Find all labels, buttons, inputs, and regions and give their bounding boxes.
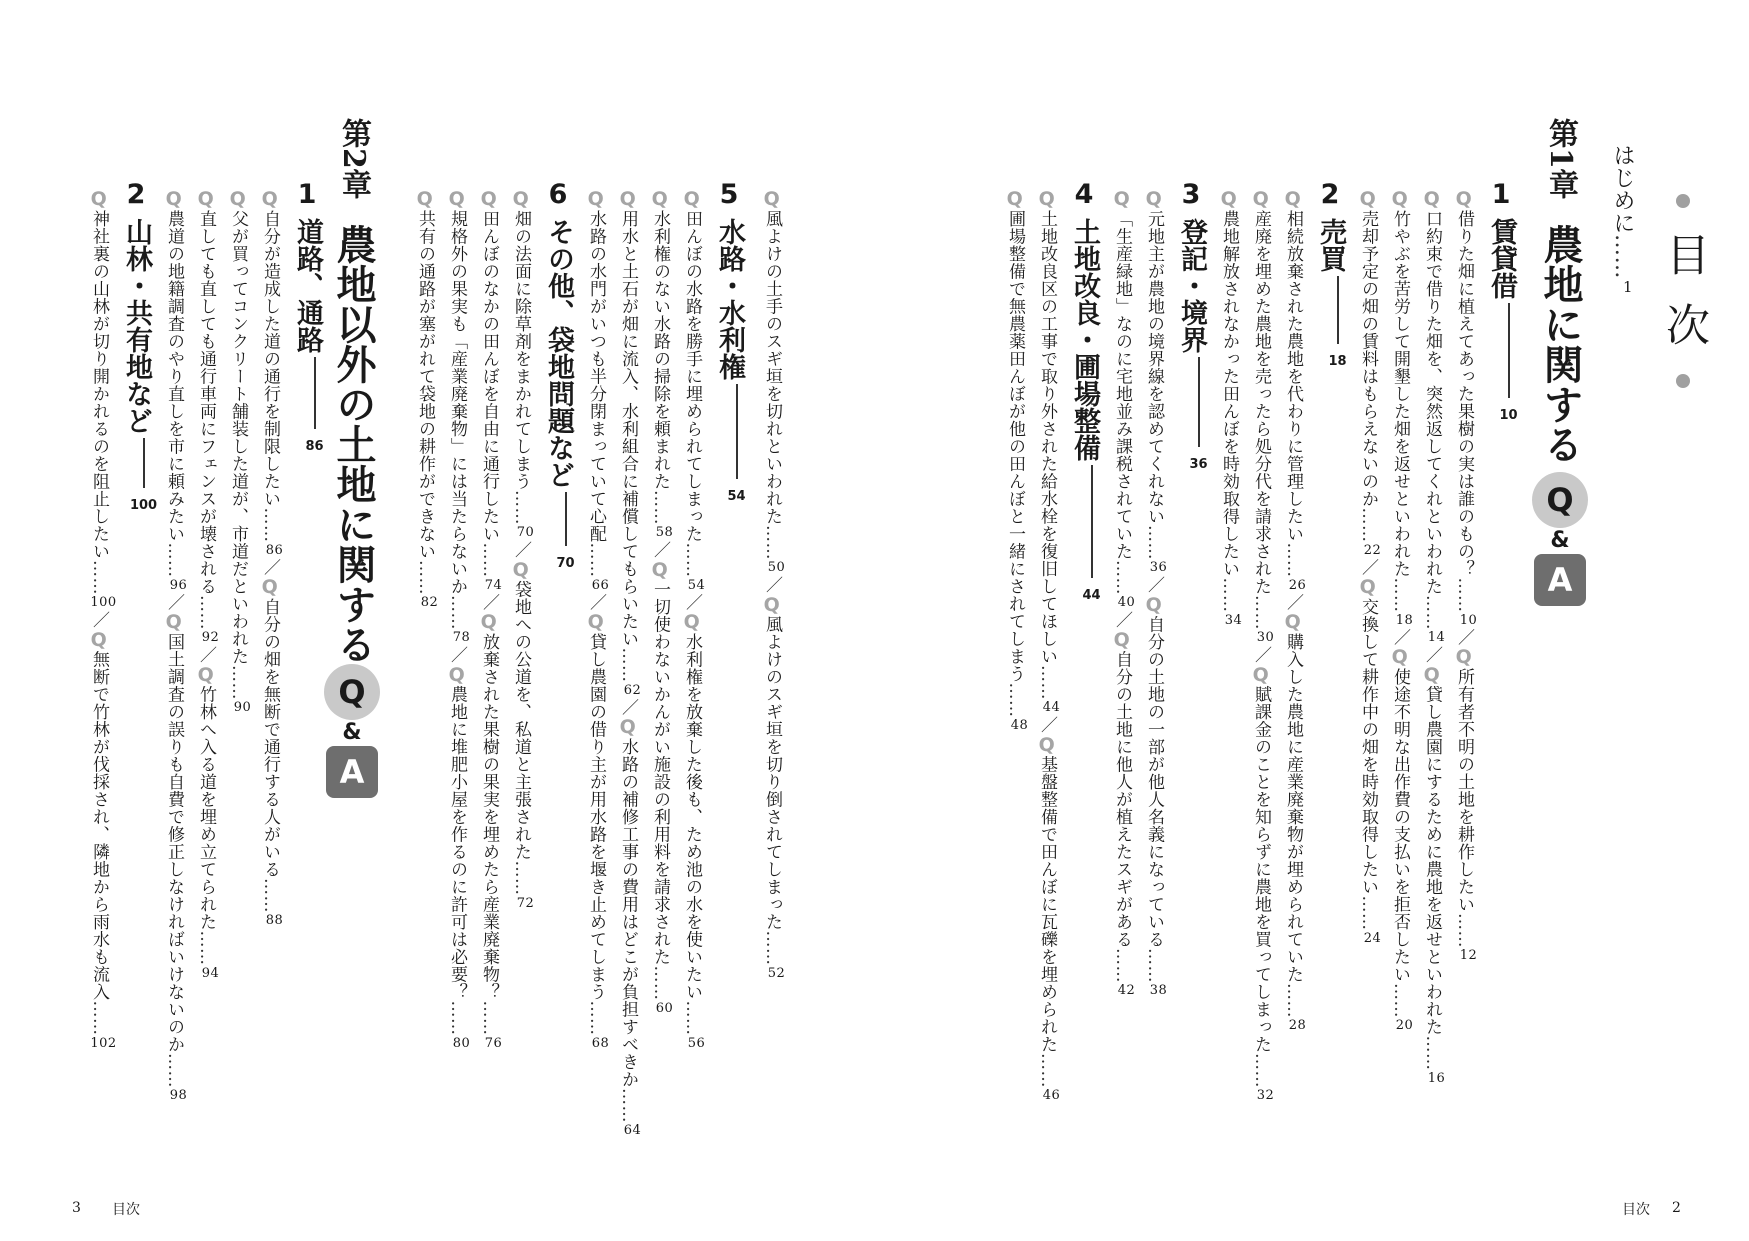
entry-page: 70 bbox=[516, 525, 535, 540]
entry-page: 80 bbox=[452, 1035, 471, 1051]
entry-separator: ／ bbox=[196, 646, 216, 664]
footer-right-label: 目次 bbox=[1622, 1202, 1650, 1218]
toc-entry-row[interactable] bbox=[194, 188, 219, 982]
leader-dots: …… bbox=[682, 1000, 702, 1036]
leader-dots: …… bbox=[762, 930, 782, 966]
entry-page: 88 bbox=[265, 913, 284, 928]
entry-page: 36 bbox=[1149, 560, 1168, 575]
entry-title: 自分の土地の一部が他人名義になっている bbox=[1144, 615, 1164, 948]
q-marker-icon: Q bbox=[619, 716, 637, 738]
q-marker-icon: Q bbox=[416, 188, 434, 210]
entry-title: 農地解放されなかった田んぼを時効取得したい bbox=[1219, 210, 1239, 578]
q-marker-icon: Q bbox=[1391, 188, 1409, 210]
entry-page: 12 bbox=[1459, 948, 1478, 963]
leader-dots: …… bbox=[196, 595, 216, 630]
section-heading-2[interactable] bbox=[119, 178, 157, 514]
toc-entry-row[interactable] bbox=[1249, 188, 1274, 1104]
entry-page: 34 bbox=[1224, 612, 1243, 628]
entry-title: 自分の土地に他人が植えたスギがある bbox=[1112, 650, 1132, 948]
q-marker-icon: Q bbox=[512, 558, 530, 581]
entry-title: 直しても直しても通行車両にフェンスが壊される bbox=[196, 210, 216, 595]
q-marker-icon: Q bbox=[197, 188, 215, 210]
entry-title: 父が買ってコンクリート舗装した道が、市道だといわれた bbox=[228, 210, 248, 665]
leader-dots: …… bbox=[479, 1000, 499, 1036]
q-marker-icon: Q bbox=[683, 611, 701, 633]
leader-rule bbox=[314, 357, 316, 429]
toc-entry-row[interactable] bbox=[413, 188, 438, 611]
q-marker-icon: Q bbox=[1423, 663, 1441, 686]
entry-title: 産廃を埋めた農地を売ったら処分代を請求された bbox=[1251, 210, 1271, 595]
entry-page: 64 bbox=[623, 1123, 642, 1138]
entry-page: 42 bbox=[1117, 983, 1136, 998]
entry-page: 98 bbox=[169, 1088, 188, 1103]
entry-title: 借りた畑に植えてあった果樹の実は誰のもの？ bbox=[1454, 210, 1474, 578]
q-marker-icon: Q bbox=[1113, 628, 1131, 651]
decorative-dot-top bbox=[1676, 194, 1690, 208]
entry-page: 14 bbox=[1427, 630, 1446, 645]
leader-dots: …… bbox=[511, 860, 531, 896]
leader-dots: …… bbox=[196, 930, 216, 966]
entry-page: 62 bbox=[623, 682, 642, 698]
q-marker-icon: Q bbox=[651, 558, 669, 581]
leader-dots: …… bbox=[1390, 577, 1410, 613]
entry-page: 74 bbox=[484, 577, 503, 593]
leader-rule bbox=[1091, 465, 1093, 578]
section-heading-2[interactable] bbox=[1313, 178, 1347, 370]
entry-page: 54 bbox=[687, 577, 706, 593]
entry-title: 神社裏の山林が切り開かれるのを阻止したい bbox=[89, 210, 109, 560]
footer-left-label: 目次 bbox=[112, 1202, 140, 1218]
leader-rule bbox=[143, 438, 145, 488]
entry-title: 賦課金のことを知らずに農地を買ってしまった bbox=[1251, 685, 1271, 1053]
leader-dots: …… bbox=[1112, 948, 1132, 983]
entry-separator: ／ bbox=[479, 593, 499, 611]
leader-dots: …… bbox=[447, 595, 467, 630]
q-marker-icon: Q bbox=[1359, 188, 1377, 210]
leader-dots: …… bbox=[164, 542, 184, 578]
entry-page: 52 bbox=[767, 965, 786, 981]
section-heading-6[interactable] bbox=[541, 178, 575, 572]
entry-page: 28 bbox=[1288, 1018, 1307, 1033]
leader-dots: …… bbox=[1251, 1053, 1271, 1088]
q-marker-icon: Q bbox=[90, 188, 108, 210]
toc-title: 目 次 bbox=[1658, 232, 1709, 352]
q-marker-icon: Q bbox=[1220, 188, 1238, 210]
q-marker-icon: Q bbox=[1359, 576, 1377, 598]
entry-page: 66 bbox=[591, 577, 610, 593]
section-title: 水路・水利権 bbox=[714, 218, 745, 380]
toc-entry-row[interactable] bbox=[584, 188, 609, 1052]
section-number: 3 bbox=[1181, 179, 1201, 210]
entry-page: 56 bbox=[687, 1035, 706, 1051]
leader-dots: …… bbox=[1283, 983, 1303, 1018]
leader-dots: …… bbox=[650, 490, 670, 525]
q-marker-icon: Q bbox=[512, 188, 530, 210]
q-marker-icon: Q bbox=[448, 663, 466, 686]
entry-page: 60 bbox=[655, 1000, 674, 1016]
section-heading-1[interactable] bbox=[290, 178, 324, 455]
leader-dots: …… bbox=[1454, 913, 1474, 948]
q-marker-icon: Q bbox=[165, 611, 183, 633]
toc-entry-row[interactable] bbox=[445, 188, 470, 1052]
entry-page: 100 bbox=[90, 595, 117, 610]
leader-dots: …… bbox=[1219, 577, 1239, 613]
q-marker-icon: Q bbox=[1038, 733, 1056, 756]
section-title: 登記・境界 bbox=[1176, 218, 1207, 353]
toc-entry-row[interactable] bbox=[477, 188, 502, 1052]
entry-title: 用水と土石が畑に流入、水利組合に補償してもらいたい bbox=[618, 210, 638, 648]
qa-q-circle: Q bbox=[324, 664, 380, 720]
entry-title: 一切使わないかんがい施設の利用料を請求された bbox=[650, 580, 670, 966]
entry-title: 規格外の果実も「産業廃棄物」には当たらないか bbox=[447, 210, 467, 595]
q-marker-icon: Q bbox=[1455, 188, 1473, 210]
leader-rule bbox=[1508, 303, 1510, 398]
leader-dots: …… bbox=[1251, 595, 1271, 630]
leader-rule bbox=[1198, 357, 1200, 447]
toc-entry-row[interactable] bbox=[1388, 188, 1413, 1034]
q-marker-icon: Q bbox=[763, 593, 781, 616]
entry-title: 購入した農地に産業廃棄物が埋められていた bbox=[1283, 633, 1303, 983]
leader-dots: …… bbox=[1037, 665, 1057, 700]
leader-dots: …… bbox=[1144, 525, 1164, 560]
section-number: 6 bbox=[548, 179, 568, 210]
section-page: 70 bbox=[556, 556, 575, 571]
leader-dots: …… bbox=[479, 542, 499, 578]
leader-dots: …… bbox=[618, 1088, 638, 1123]
q-marker-icon: Q bbox=[1145, 593, 1163, 616]
entry-title: 竹林へ入る道を埋め立てられた bbox=[196, 685, 216, 931]
chapter2-qa-badge bbox=[322, 664, 382, 798]
entry-separator: ／ bbox=[586, 593, 606, 611]
leader-rule bbox=[565, 492, 567, 546]
q-marker-icon: Q bbox=[587, 611, 605, 633]
leader-dots: …… bbox=[89, 560, 109, 595]
entry-page: 48 bbox=[1010, 717, 1029, 733]
entry-separator: ／ bbox=[618, 698, 638, 716]
entry-title: 袋地への公道を、私道と主張された bbox=[511, 580, 531, 861]
entry-page: 58 bbox=[655, 525, 674, 540]
entry-page: 40 bbox=[1117, 595, 1136, 610]
toc-entry-row[interactable] bbox=[680, 188, 705, 1052]
section-heading-1[interactable] bbox=[1484, 178, 1518, 424]
entry-separator: ／ bbox=[1251, 646, 1271, 664]
qa-a-square: A bbox=[326, 746, 378, 798]
leader-dots: …… bbox=[1283, 542, 1303, 578]
section-page: 36 bbox=[1189, 457, 1208, 472]
entry-page: 90 bbox=[233, 700, 252, 715]
toc-entry-row[interactable] bbox=[1003, 188, 1028, 734]
leader-dots: …… bbox=[586, 1000, 606, 1036]
section-page: 44 bbox=[1082, 587, 1101, 603]
section-number: 2 bbox=[1320, 179, 1340, 210]
q-marker-icon: Q bbox=[1284, 611, 1302, 633]
footer-right-page: 2 bbox=[1672, 1200, 1681, 1216]
chapter1-qa-badge bbox=[1530, 472, 1590, 606]
entry-title: 相続放棄された農地を代わりに管理したい bbox=[1283, 210, 1303, 543]
q-marker-icon: Q bbox=[165, 188, 183, 210]
entry-separator: ／ bbox=[1422, 646, 1442, 664]
entry-title: 共有の通路が塞がれて袋地の耕作ができない bbox=[415, 210, 435, 560]
section-title: 山林・共有地など bbox=[121, 218, 152, 434]
entry-title: 田んぼの水路を勝手に埋められてしまった bbox=[682, 210, 702, 543]
leader-dots: …… bbox=[618, 647, 638, 683]
entry-title: 自分の畑を無断で通行する人がいる bbox=[260, 598, 280, 878]
entry-title: 元地主が農地の境界線を認めてくれない bbox=[1144, 210, 1164, 525]
leader-dots: …… bbox=[762, 525, 782, 560]
section-page: 100 bbox=[129, 497, 158, 513]
q-marker-icon: Q bbox=[1252, 663, 1270, 686]
entry-title: 貸し農園の借り主が用水路を堰き止めてしまう bbox=[586, 633, 606, 1001]
entry-title: 自分が造成した道の通行を制限したい bbox=[260, 210, 280, 508]
toc-entry-row[interactable] bbox=[226, 188, 251, 716]
entry-title: 放棄された果樹の果実を埋めたら産業廃棄物？ bbox=[479, 633, 499, 1001]
leader-dots: …… bbox=[1390, 983, 1410, 1018]
entry-title: 口約束で借りた畑を、突然返してくれといわれた bbox=[1422, 210, 1442, 595]
entry-title: 土地改良区の工事で取り外された給水栓を復旧してほしい bbox=[1037, 210, 1057, 665]
q-marker-icon: Q bbox=[229, 188, 247, 210]
entry-page: 30 bbox=[1256, 630, 1275, 645]
leader-dots: …… bbox=[1454, 577, 1474, 613]
leader-dots: …… bbox=[682, 542, 702, 578]
entry-title: 水路の水門がいつも半分閉まっていて心配 bbox=[586, 210, 606, 543]
entry-page: 72 bbox=[516, 895, 535, 911]
entry-page: 94 bbox=[201, 965, 220, 981]
section-title: 道路、通路 bbox=[292, 218, 323, 353]
entry-separator: ／ bbox=[1454, 628, 1474, 646]
entry-page: 46 bbox=[1042, 1088, 1061, 1103]
toc-entry-row[interactable] bbox=[258, 188, 283, 929]
entry-separator: ／ bbox=[682, 593, 702, 611]
entry-title: 水利権のない水路の掃除を頼まれた bbox=[650, 210, 670, 490]
q-marker-icon: Q bbox=[1145, 188, 1163, 210]
section-title: その他、袋地問題など bbox=[543, 218, 574, 488]
toc-entry-row[interactable] bbox=[509, 188, 534, 912]
leader-dots: …… bbox=[260, 878, 280, 913]
qa-q-circle: Q bbox=[1532, 472, 1588, 528]
q-marker-icon: Q bbox=[261, 188, 279, 210]
entry-title: 畑の法面に除草剤をまかれてしまう bbox=[511, 210, 531, 490]
leader-dots: …… bbox=[1005, 682, 1025, 718]
toc-entry-row[interactable] bbox=[1217, 188, 1242, 629]
entry-title: 水利権を放棄した後も、ため池の水を使いたい bbox=[682, 633, 702, 1001]
q-marker-icon: Q bbox=[480, 188, 498, 210]
leader-rule bbox=[1337, 276, 1339, 344]
toc-entry-row[interactable] bbox=[1035, 188, 1060, 1104]
entry-page: 82 bbox=[420, 595, 439, 610]
q-marker-icon: Q bbox=[1006, 188, 1024, 210]
q-marker-icon: Q bbox=[683, 188, 701, 210]
entry-separator: ／ bbox=[1390, 628, 1410, 646]
q-marker-icon: Q bbox=[1038, 188, 1056, 210]
q-marker-icon: Q bbox=[90, 628, 108, 651]
decorative-dot-bottom bbox=[1676, 374, 1690, 388]
chapter1-heading: 第1章 bbox=[1543, 118, 1578, 199]
hajimeni-entry[interactable]: はじめに……1 bbox=[1610, 144, 1635, 296]
entry-separator: ／ bbox=[164, 593, 184, 611]
section-heading-4[interactable] bbox=[1067, 178, 1101, 604]
entry-title: 基盤整備で田んぼに瓦礫を埋められた bbox=[1037, 755, 1057, 1053]
entry-page: 50 bbox=[767, 560, 786, 575]
section-page: 86 bbox=[305, 439, 324, 454]
entry-title: 圃場整備で無農薬田んぼが他の田んぼと一緒にされてしまう bbox=[1005, 210, 1025, 683]
entry-page: 22 bbox=[1363, 542, 1382, 558]
entry-separator: ／ bbox=[1144, 576, 1164, 594]
section-heading-5[interactable] bbox=[712, 178, 746, 505]
entry-page: 20 bbox=[1395, 1018, 1414, 1033]
section-number: 1 bbox=[297, 179, 317, 210]
entry-separator: ／ bbox=[1358, 558, 1378, 576]
qa-a-square: A bbox=[1534, 554, 1586, 606]
q-marker-icon: Q bbox=[619, 188, 637, 210]
entry-page: 26 bbox=[1288, 577, 1307, 593]
entry-page: 68 bbox=[591, 1035, 610, 1051]
q-marker-icon: Q bbox=[1252, 188, 1270, 210]
q-marker-icon: Q bbox=[1113, 188, 1131, 210]
footer-left-page: 3 bbox=[72, 1200, 81, 1216]
leader-dots: …… bbox=[415, 560, 435, 595]
leader-dots: …… bbox=[1358, 507, 1378, 543]
toc-entry-row[interactable] bbox=[1142, 188, 1167, 999]
entry-title: 農地に堆肥小屋を作るのに許可は必要？ bbox=[447, 685, 467, 1001]
entry-page: 78 bbox=[452, 630, 471, 645]
leader-dots: …… bbox=[1144, 948, 1164, 983]
toc-entry-row[interactable] bbox=[162, 188, 187, 1104]
entry-separator: ／ bbox=[650, 541, 670, 559]
entry-title: 「生産緑地」なのに宅地並み課税されていた bbox=[1112, 210, 1132, 560]
entry-page: 32 bbox=[1256, 1088, 1275, 1103]
leader-dots: …… bbox=[586, 542, 606, 578]
entry-separator: ／ bbox=[1037, 716, 1057, 734]
entry-title: 水路の補修工事の費用はどこが負担すべきか bbox=[618, 738, 638, 1088]
entry-title: 所有者不明の土地を耕作したい bbox=[1454, 668, 1474, 913]
chapter2-title: 農地以外の土地に関する bbox=[330, 224, 376, 664]
leader-dots: …… bbox=[260, 507, 280, 543]
q-marker-icon: Q bbox=[448, 188, 466, 210]
entry-separator: ／ bbox=[511, 541, 531, 559]
q-marker-icon: Q bbox=[480, 611, 498, 633]
entry-page: 24 bbox=[1363, 930, 1382, 946]
entry-separator: ／ bbox=[89, 611, 109, 629]
toc-entry-row[interactable] bbox=[87, 188, 117, 1052]
qa-ampersand: & bbox=[342, 720, 362, 745]
entry-page: 44 bbox=[1042, 700, 1061, 715]
section-number: 5 bbox=[719, 179, 739, 210]
q-marker-icon: Q bbox=[587, 188, 605, 210]
leader-dots: …… bbox=[650, 965, 670, 1001]
entry-page: 76 bbox=[484, 1035, 503, 1051]
entry-title: 使途不明な出作費の支払いを拒否したい bbox=[1390, 668, 1410, 983]
toc-entry-row[interactable] bbox=[648, 188, 673, 1017]
chapter2-heading: 第2章 bbox=[336, 118, 371, 199]
q-marker-icon: Q bbox=[1423, 188, 1441, 210]
chapter1-title: 農地に関する bbox=[1537, 224, 1583, 464]
section-heading-3[interactable] bbox=[1174, 178, 1208, 473]
entry-page: 16 bbox=[1427, 1070, 1446, 1086]
toc-entry-row[interactable] bbox=[1420, 188, 1445, 1087]
leader-dots: …… bbox=[1422, 595, 1442, 630]
entry-page: 96 bbox=[169, 577, 188, 593]
entry-page: 102 bbox=[90, 1035, 117, 1051]
leader-dots: …… bbox=[511, 490, 531, 525]
q-marker-icon: Q bbox=[261, 576, 279, 598]
toc-entry-row[interactable] bbox=[616, 188, 641, 1139]
section-title: 売買 bbox=[1315, 218, 1346, 272]
entry-page: 38 bbox=[1149, 983, 1168, 998]
entry-title: 農道の地籍調査のやり直しを市に頼みたい bbox=[164, 210, 184, 543]
q-marker-icon: Q bbox=[763, 188, 781, 210]
entry-title: 風よけの土手のスギ垣を切れといわれた bbox=[762, 210, 782, 525]
leader-dots: …… bbox=[447, 1000, 467, 1036]
toc-entry-row[interactable] bbox=[1110, 188, 1135, 999]
leader-dots: …… bbox=[1358, 895, 1378, 931]
section-number: 1 bbox=[1491, 179, 1511, 210]
entry-separator: ／ bbox=[1112, 611, 1132, 629]
section-page: 10 bbox=[1499, 407, 1518, 423]
section-title: 土地改良・圃場整備 bbox=[1069, 218, 1100, 461]
entry-title: 交換して耕作中の畑を時効取得したい bbox=[1358, 598, 1378, 896]
section-number: 2 bbox=[126, 179, 146, 210]
entry-title: 売却予定の畑の賃料はもらえないのか bbox=[1358, 210, 1378, 508]
toc-entry-row[interactable] bbox=[1452, 188, 1477, 964]
leader-dots: …… bbox=[1037, 1053, 1057, 1088]
entry-title: 国土調査の誤りも自費で修正しなければいけないのか bbox=[164, 633, 184, 1053]
entry-title: 風よけのスギ垣を切り倒されてしまった bbox=[762, 615, 782, 931]
toc-entry-row[interactable] bbox=[760, 188, 785, 982]
q-marker-icon: Q bbox=[1391, 646, 1409, 668]
q-marker-icon: Q bbox=[1455, 646, 1473, 668]
q-marker-icon: Q bbox=[197, 663, 215, 686]
leader-dots: …… bbox=[1422, 1035, 1442, 1071]
q-marker-icon: Q bbox=[651, 188, 669, 210]
toc-entry-row[interactable] bbox=[1281, 188, 1306, 1034]
section-page: 54 bbox=[727, 488, 746, 504]
toc-entry-row[interactable] bbox=[1356, 188, 1381, 947]
section-title: 賃貸借 bbox=[1486, 218, 1517, 299]
entry-page: 18 bbox=[1395, 612, 1414, 628]
leader-dots: …… bbox=[164, 1053, 184, 1088]
entry-title: 竹やぶを苦労して開墾した畑を返せといわれた bbox=[1390, 210, 1410, 578]
entry-title: 貸し農園にするために農地を返せといわれた bbox=[1422, 685, 1442, 1036]
qa-ampersand: & bbox=[1550, 528, 1570, 553]
section-number: 4 bbox=[1074, 179, 1094, 210]
entry-title: 田んぼのなかの田んぼを自由に通行したい bbox=[479, 210, 499, 543]
leader-rule bbox=[736, 384, 738, 479]
entry-separator: ／ bbox=[447, 646, 467, 664]
leader-dots: …… bbox=[228, 665, 248, 700]
entry-separator: ／ bbox=[1283, 593, 1303, 611]
leader-dots: …… bbox=[89, 1000, 109, 1036]
entry-page: 10 bbox=[1459, 612, 1478, 628]
entry-page: 92 bbox=[201, 630, 220, 645]
entry-page: 86 bbox=[265, 542, 284, 558]
entry-separator: ／ bbox=[260, 558, 280, 576]
section-page: 18 bbox=[1328, 353, 1347, 369]
leader-dots: …… bbox=[1112, 560, 1132, 595]
entry-title: 無断で竹林が伐採され、隣地から雨水も流入 bbox=[89, 650, 109, 1001]
entry-separator: ／ bbox=[762, 576, 782, 594]
q-marker-icon: Q bbox=[1284, 188, 1302, 210]
